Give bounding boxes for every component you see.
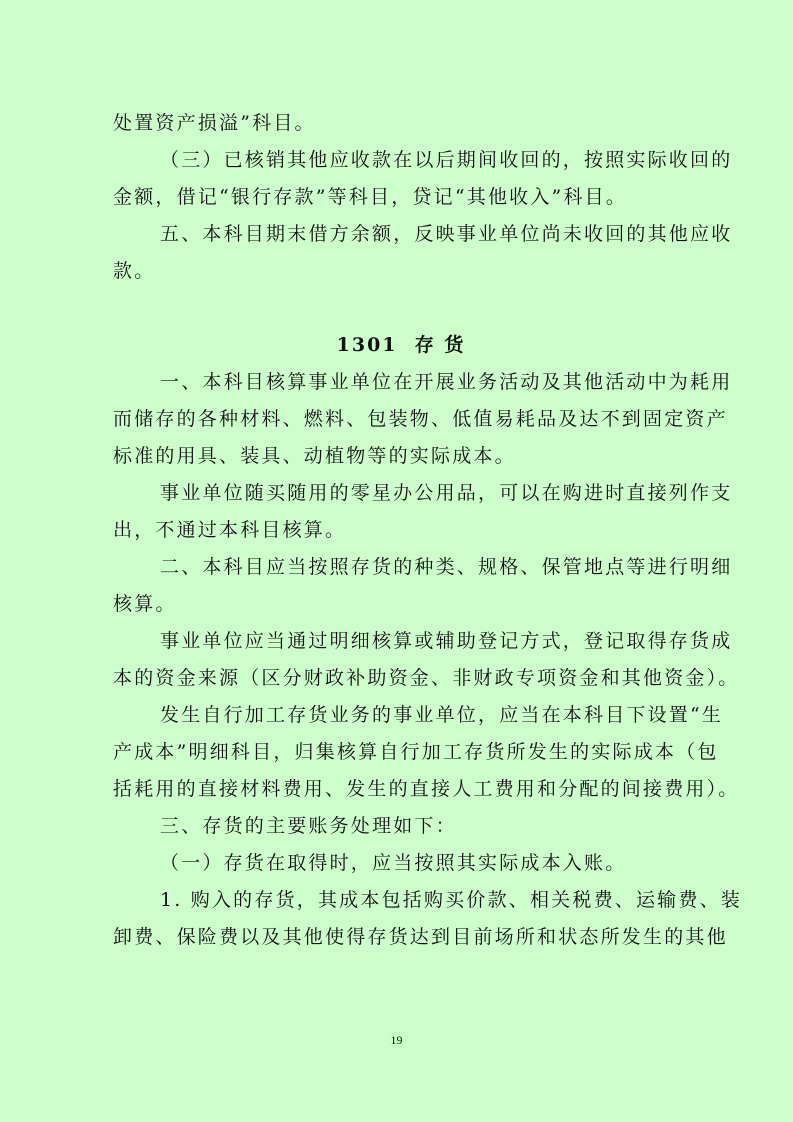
paragraph-line: 产成本”明细科目，归集核算自行加工存货所发生的实际成本（包 <box>113 741 719 763</box>
paragraph-line: 二、本科目应当按照存货的种类、规格、保管地点等进行明细 <box>160 556 733 578</box>
paragraph-line: 五、本科目期末借方余额，反映事业单位尚未收回的其他应收 <box>160 223 733 245</box>
paragraph-line: 事业单位应当通过明细核算或辅助登记方式，登记取得存货成 <box>160 630 733 652</box>
paragraph-line: 本的资金来源（区分财政补助资金、非财政专项资金和其他资金）。 <box>113 667 740 689</box>
paragraph-line: 卸费、保险费以及其他使得存货达到目前场所和状态所发生的其他 <box>113 926 728 948</box>
paragraph-line: 事业单位随买随用的零星办公用品，可以在购进时直接列作支 <box>160 482 733 504</box>
paragraph-line: 三、存货的主要账务处理如下： <box>160 815 457 837</box>
paragraph-line: 处置资产损溢”科目。 <box>113 112 316 134</box>
section-heading: 1301 存 货 <box>336 334 466 356</box>
paragraph-line: 款。 <box>113 260 156 282</box>
paragraph-line: （三）已核销其他应收款在以后期间收回的，按照实际收回的 <box>160 149 733 171</box>
paragraph-line: 核算。 <box>113 593 177 615</box>
paragraph-line: 金额，借记“银行存款”等科目，贷记“其他收入”科目。 <box>113 186 628 208</box>
page-content <box>113 105 742 956</box>
page-number: 19 <box>390 1033 403 1047</box>
paragraph-line: （一）存货在取得时，应当按照其实际成本入账。 <box>160 852 627 874</box>
paragraph-line: 发生自行加工存货业务的事业单位，应当在本科目下设置“生 <box>160 704 724 726</box>
paragraph-line: 一、本科目核算事业单位在开展业务活动及其他活动中为耗用 <box>160 371 733 393</box>
paragraph-line: 而储存的各种材料、燃料、包装物、低值易耗品及达不到固定资产 <box>113 408 728 430</box>
paragraph-line: 标准的用具、装具、动植物等的实际成本。 <box>113 445 516 467</box>
blank-line <box>113 290 689 327</box>
paragraph-line: 出，不通过本科目核算。 <box>113 519 347 541</box>
paragraph-line: 1. 购入的存货，其成本包括购买价款、相关税费、运输费、装 <box>160 889 742 911</box>
paragraph-line: 括耗用的直接材料费用、发生的直接人工费用和分配的间接费用）。 <box>113 778 740 800</box>
